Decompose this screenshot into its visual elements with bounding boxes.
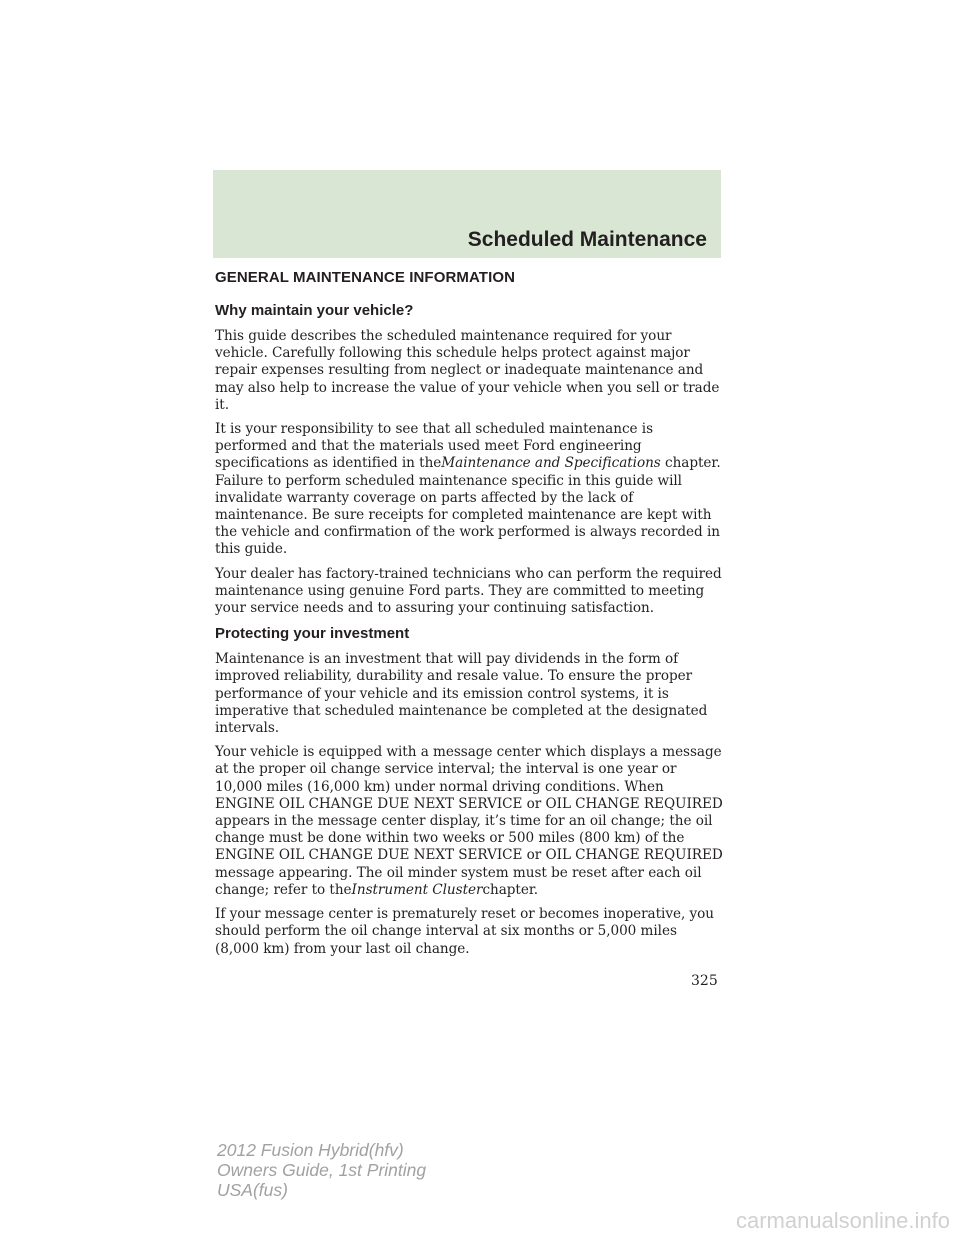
paragraph-message-center-end: chapter. xyxy=(482,881,539,898)
chapter-reference-maintenance-specifications: Maintenance and Specifications xyxy=(441,455,661,472)
footer-line-market xyxy=(217,1180,426,1200)
chapter-header-band xyxy=(213,170,721,258)
footer-market-code: (fus) xyxy=(252,1180,288,1200)
footer-line-model xyxy=(217,1140,426,1160)
paragraph-responsibility-start: It is your responsibility to see that all scheduled maintenance is performed and that the materials used meet Ford engineering specifications as identified in the xyxy=(215,421,653,472)
paragraph-dealer: Your dealer has factory-trained technicians who can perform the required maintenance using genuine Ford parts. They are committed to meeting your service needs and to assuring your continuing satisfaction. xyxy=(215,565,722,617)
page-content xyxy=(215,268,725,965)
chapter-reference-instrument-cluster: Instrument Cluster xyxy=(351,881,483,898)
section-heading: GENERAL MAINTENANCE INFORMATION xyxy=(215,269,516,286)
paragraph-investment: Maintenance is an investment that will pay dividends in the form of improved reliability, durability and resale value. To ensure the proper performance of your vehicle and its emission control systems, it is imperative that scheduled maintenance be completed at the designated intervals. xyxy=(215,651,708,737)
paragraph-guide-description: This guide describes the scheduled maintenance required for your vehicle. Carefully following this schedule helps protect against major repair expenses resulting from neglect or inadequate maintenance and may also help to increase the value of your vehicle when you sell or trade it. xyxy=(215,328,720,413)
subheading-protecting-investment: Protecting your investment xyxy=(215,625,410,643)
footer-model: 2012 Fusion Hybrid xyxy=(217,1140,369,1160)
paragraph-responsibility xyxy=(215,421,725,559)
watermark: carmanualsonline.info xyxy=(735,1208,950,1233)
subheading-why-maintain: Why maintain your vehicle? xyxy=(215,302,414,319)
paragraph-message-center xyxy=(215,744,725,899)
paragraph-inoperative: If your message center is prematurely reset or becomes inoperative, you should perform the oil change interval at six months or 5,000 miles (8,000 km) from your last oil change. xyxy=(215,906,714,957)
footer-line-printing: Owners Guide, 1st Printing xyxy=(217,1160,427,1180)
paragraph-message-center-start: Your vehicle is equipped with a message center which displays a message at the proper oil change service interval; the interval is one year or 10,000 miles (16,000 km) under normal driving conditions. When ENGINE OIL CHANGE DUE NEXT SERVICE or OIL CHANGE REQUIRED appears in the message center display, it’s time for an oil change; the oil change must be done within two weeks or 500 miles (800 km) of the ENGINE OIL CHANGE DUE NEXT SERVICE or OIL CHANGE REQUIRED message appearing. The oil minder system must be reset after each oil change; refer to the xyxy=(215,744,723,898)
chapter-title: Scheduled Maintenance xyxy=(467,228,707,251)
page-number: 325 xyxy=(691,973,718,989)
footer-print-info xyxy=(217,1140,426,1200)
footer-market: USA xyxy=(217,1180,253,1200)
paragraph-responsibility-end: chapter. Failure to perform scheduled maintenance specific in this guide will invalidate warranty coverage on parts affected by the lack of maintenance. Be sure receipts for completed maintenance are kept with the vehicle and confirmation of the work performed is always recorded in this guide. xyxy=(215,455,721,558)
footer-model-code: (hfv) xyxy=(368,1140,404,1160)
